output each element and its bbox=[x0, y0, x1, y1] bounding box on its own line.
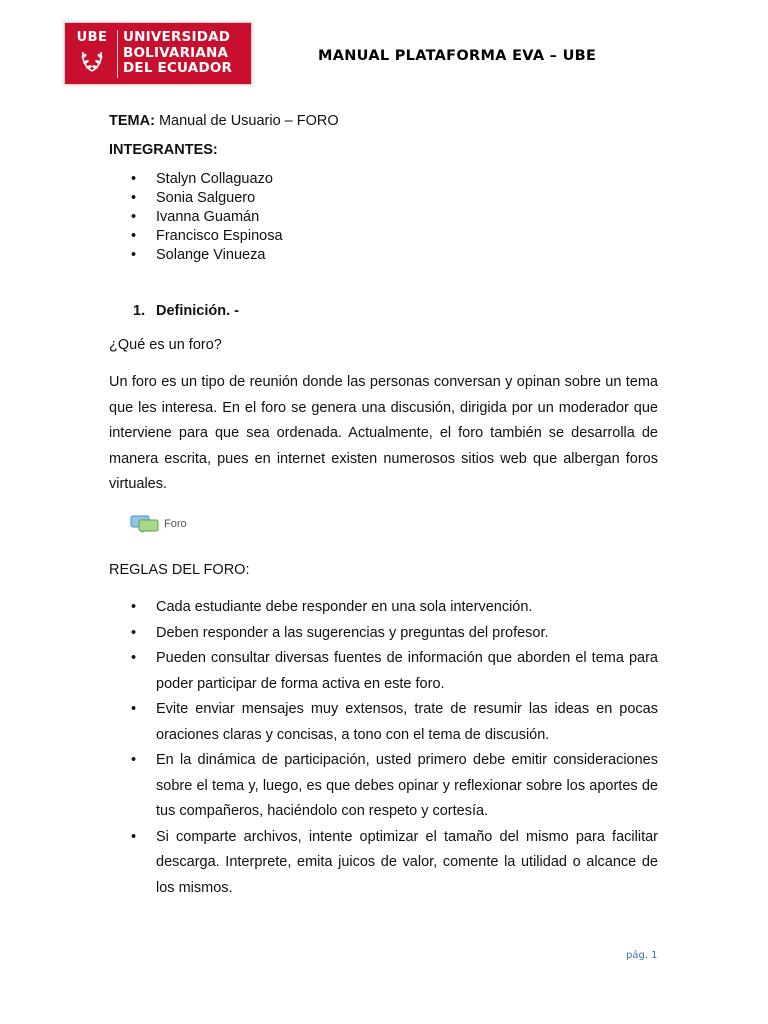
list-item: • Solange Vinueza bbox=[109, 246, 283, 265]
list-item: • Cada estudiante debe responder en una sola intervención. bbox=[109, 595, 658, 621]
forum-link[interactable] bbox=[130, 515, 187, 533]
forum-chat-icon bbox=[130, 515, 160, 533]
section-title: Definición. - bbox=[156, 303, 239, 319]
list-item: • Evite enviar mensajes muy extensos, trate de resumir las ideas en pocas oraciones claras y concisas, a tono con el tema de discusión. bbox=[109, 697, 658, 748]
tema-value: Manual de Usuario – FORO bbox=[154, 113, 339, 129]
document-header-title: MANUAL PLATAFORMA EVA – UBE bbox=[318, 48, 597, 64]
list-item: • Deben responder a las sugerencias y preguntas del profesor. bbox=[109, 621, 658, 647]
list-item: • En la dinámica de participación, usted primero debe emitir consideraciones sobre el tema y, luego, es que debes opinar y reflexionar sobre los aportes de tus compañeros, haciéndolo con respeto y cortesía. bbox=[109, 748, 658, 825]
tema-line bbox=[109, 113, 339, 129]
integrantes-label: INTEGRANTES: bbox=[109, 142, 218, 158]
list-item: • Sonia Salguero bbox=[109, 189, 283, 208]
forum-icon-label: Foro bbox=[164, 518, 187, 530]
tema-label: TEMA: bbox=[109, 113, 155, 129]
definition-paragraph: Un foro es un tipo de reunión donde las personas conversan y opinan sobre un tema que les interesa. En el foro se genera una discusión, dirigida por un moderador que interviene para que sea ordenada. Actualmente, el foro también se desarrolla de manera escrita, pues en internet existen numerosos sitios web que albergan foros virtuales. bbox=[109, 374, 658, 492]
section-heading bbox=[133, 303, 239, 319]
university-logo bbox=[64, 22, 252, 85]
list-item: • Stalyn Collaguazo bbox=[109, 170, 283, 189]
logo-acronym: UBE bbox=[76, 29, 108, 45]
page-number: pág. 1 bbox=[626, 950, 658, 961]
rules-list bbox=[109, 595, 658, 901]
list-item: • Ivanna Guamán bbox=[109, 208, 283, 227]
laurel-icon bbox=[77, 47, 107, 73]
rules-title: REGLAS DEL FORO: bbox=[109, 562, 250, 578]
list-item: • Si comparte archivos, intente optimizar el tamaño del mismo para facilitar descarga. Interprete, emita juicos de valor, comente la utilidad o alcance de los mismos. bbox=[109, 825, 658, 902]
logo-name-line: DEL ECUADOR bbox=[123, 60, 233, 77]
logo-badge bbox=[69, 27, 115, 81]
logo-name-line: UNIVERSIDAD bbox=[123, 29, 231, 46]
logo-name-line: BOLIVARIANA bbox=[123, 44, 229, 61]
section-number: 1. bbox=[133, 303, 146, 319]
logo-divider bbox=[117, 30, 118, 78]
list-item: • Francisco Espinosa bbox=[109, 227, 283, 246]
list-item: • Pueden consultar diversas fuentes de información que aborden el tema para poder participar de forma activa en este foro. bbox=[109, 646, 658, 697]
question-text: ¿Qué es un foro? bbox=[109, 337, 222, 353]
logo-name bbox=[123, 30, 232, 77]
integrantes-list bbox=[109, 170, 283, 265]
